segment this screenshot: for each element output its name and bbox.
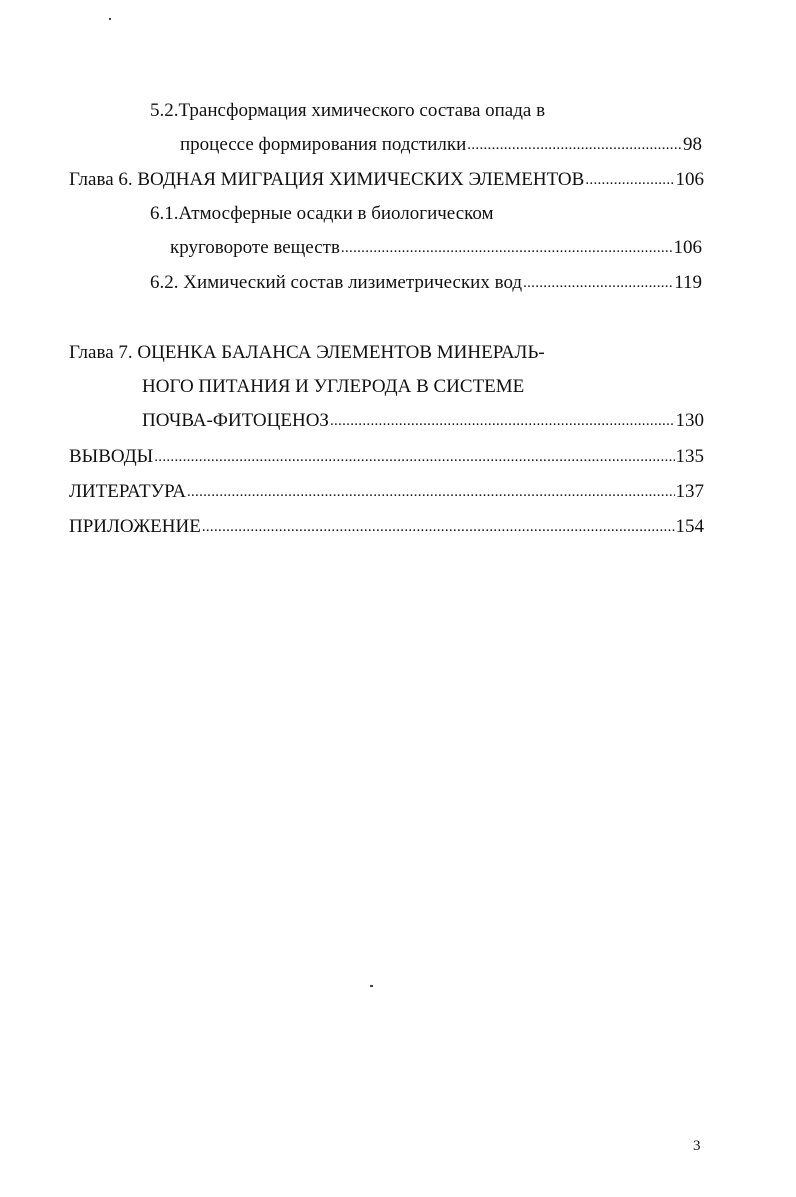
toc-entry-text: процессе формирования подстилки (180, 134, 467, 155)
toc-page-number: 135 (675, 446, 704, 467)
dot-leader (330, 408, 675, 433)
dot-leader (523, 270, 673, 295)
toc-entry-text: Глава 6. ВОДНАЯ МИГРАЦИЯ ХИМИЧЕСКИХ ЭЛЕМЕНТОВ (69, 169, 585, 190)
toc-chapter-7-line1: Глава 7. ОЦЕНКА БАЛАНСА ЭЛЕМЕНТОВ МИНЕРАЛЬ- (69, 342, 545, 363)
toc-entry-text: ПОЧВА-ФИТОЦЕНОЗ (142, 410, 329, 431)
toc-section-6-1-line2 (170, 236, 702, 261)
toc-section-6-1-line1: 6.1.Атмосферные осадки в биологическом (150, 203, 494, 224)
toc-chapter-6 (69, 168, 704, 193)
page-number: 3 (693, 1138, 701, 1154)
toc-chapter-7-line2: НОГО ПИТАНИЯ И УГЛЕРОДА В СИСТЕМЕ (142, 376, 525, 397)
toc-entry-text: 6.2. Химический состав лизиметрических вод (150, 272, 523, 293)
toc-appendix (69, 515, 704, 540)
toc-entry-text: круговороте веществ (170, 237, 340, 258)
toc-literature (69, 480, 704, 505)
toc-page-number: 137 (675, 481, 704, 502)
toc-chapter-7-line3 (142, 409, 704, 434)
toc-conclusions (69, 445, 704, 470)
toc-page-number: 106 (675, 169, 704, 190)
dot-leader (187, 479, 675, 504)
toc-section-5-2-line1: 5.2.Трансформация химического состава опада в (150, 100, 546, 121)
toc-page-number: 98 (683, 134, 702, 155)
scan-speck (109, 18, 111, 20)
toc-page-number: 106 (673, 237, 702, 258)
dot-leader (585, 167, 674, 192)
toc-section-6-2 (150, 271, 702, 296)
toc-page-number: 119 (674, 272, 702, 293)
toc-entry-text: ЛИТЕРАТУРА (69, 481, 186, 502)
toc-section-5-2-line2 (180, 133, 702, 158)
dot-leader (154, 444, 674, 469)
dot-leader (341, 235, 673, 260)
dot-leader (467, 132, 682, 157)
toc-entry-text: ВЫВОДЫ (69, 446, 154, 467)
scan-speck (370, 985, 373, 987)
dot-leader (202, 514, 675, 539)
toc-entry-text: ПРИЛОЖЕНИЕ (69, 516, 201, 537)
toc-page-number: 154 (675, 516, 704, 537)
toc-page-number: 130 (675, 410, 704, 431)
